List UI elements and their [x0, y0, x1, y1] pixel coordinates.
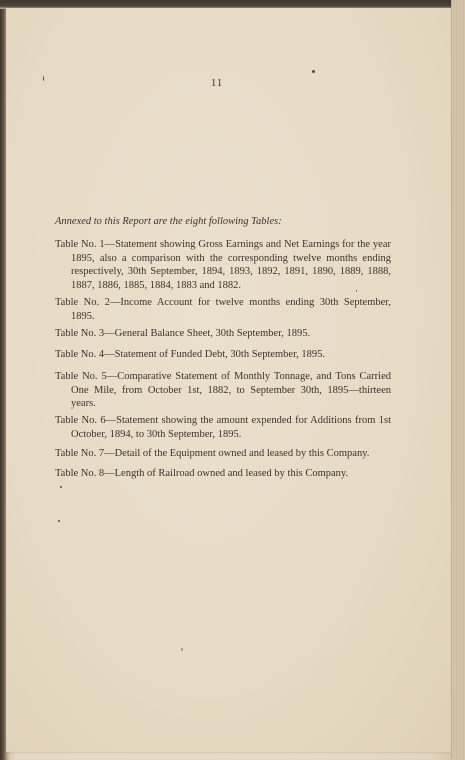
table-entry-2: Table No. 2—Income Account for twelve months ending 30th September, 1895. — [55, 297, 391, 322]
table-entry-7: Table No. 7—Detail of the Equipment owned and leased by this Company. — [55, 448, 370, 459]
ink-speck — [181, 648, 183, 651]
table-entry-8: Table No. 8—Length of Railroad owned and leased by this Company. — [55, 468, 349, 479]
table-entry-6: Table No. 6—Statement showing the amount expended for Additions from 1st October, 1894, to 30th September, 1895. — [55, 415, 391, 440]
table-entry-1: Table No. 1—Statement showing Gross Earnings and Net Earnings for the year 1895, also a comparison with the corresponding twelve months ending respectively, 30th September, 1894, 1893, 1892, 1891, 1890, 1889, 1888, 1887, 1886, 1885, 1884, 1883 and 1882. — [55, 239, 391, 291]
table-entry-4: Table No. 4—Statement of Funded Debt, 30th September, 1895. — [55, 349, 326, 360]
table-entry-5: Table No. 5—Comparative Statement of Monthly Tonnage, and Tons Carried One Mile, from October 1st, 1882, to September 30th, 1895—thirteen years. — [55, 371, 391, 410]
tables-heading: Annexed to this Report are the eight following Tables: — [55, 216, 282, 227]
page-edges — [451, 0, 465, 760]
ink-speck — [60, 486, 62, 488]
ink-speck — [312, 70, 315, 73]
page-number: 11 — [211, 78, 224, 89]
table-entry-3: Table No. 3—General Balance Sheet, 30th September, 1895. — [55, 328, 311, 339]
ink-speck — [58, 520, 60, 522]
ink-speck — [43, 76, 44, 81]
